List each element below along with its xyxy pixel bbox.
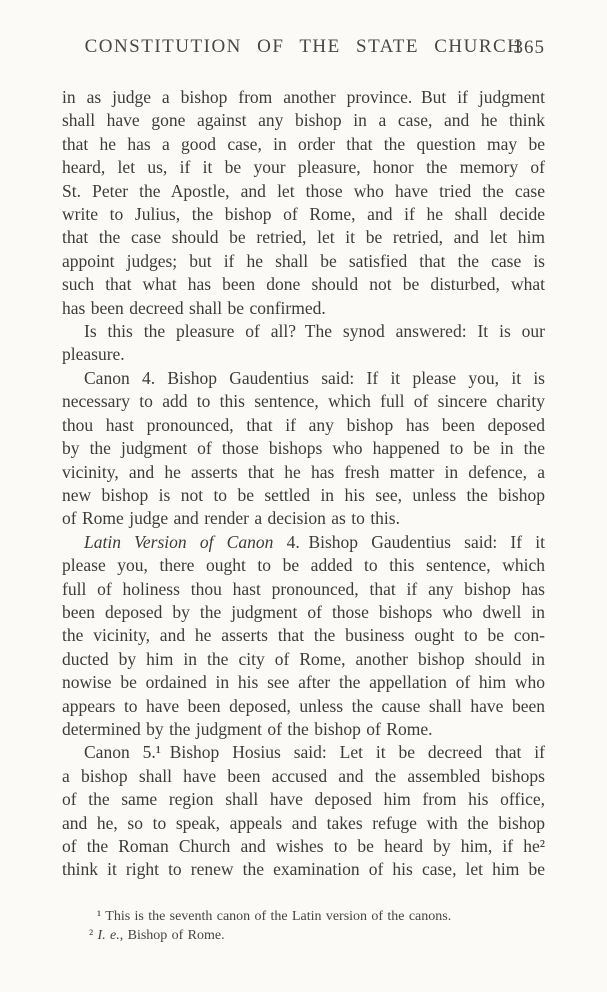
- text-line: the vicinity, and he asserts that the business ought to be con-: [62, 625, 545, 646]
- text-line: think it right to renew the examination of his case, let him be: [62, 859, 545, 880]
- text-line: that he has a good case, in order that the question may be: [62, 133, 545, 154]
- paragraph-4: [62, 531, 545, 742]
- text-line: pleasure.: [62, 344, 125, 365]
- paragraph-1: [62, 86, 545, 320]
- text-line: ducted by him in the city of Rome, another bishop should in: [62, 648, 545, 669]
- text-line: write to Julius, the bishop of Rome, and if he shall decide: [62, 204, 545, 225]
- paragraph-3: [62, 367, 545, 531]
- text-line: thou hast pronounced, that if any bishop has been deposed: [62, 414, 545, 435]
- plain-text: ²: [89, 928, 98, 944]
- text-line: new bishop is not to be settled in his see, unless the bishop: [62, 484, 545, 505]
- text-line: of the Roman Church and wishes to be heard by him, if he²: [62, 836, 545, 856]
- text-line: necessary to add to this sentence, which full of sincere charity: [62, 391, 545, 412]
- text-line: that the case should be retried, let it be retried, and let him: [62, 227, 545, 248]
- page-header: [62, 36, 545, 60]
- text-line: in as judge a bishop from another province. But if judgment: [62, 87, 545, 107]
- text-line: such that what has been done should not be disturbed, what: [62, 274, 545, 295]
- paragraph-2: [62, 320, 545, 367]
- footnote-1: [89, 907, 545, 927]
- text-line: [62, 531, 545, 554]
- text-line: determined by the judgment of the bishop of Rome.: [62, 718, 433, 739]
- text-line: nowise be ordained in his see after the appellation of him who: [62, 672, 545, 693]
- text-line: ¹ This is the seventh canon of the Latin version of the canons.: [97, 908, 452, 924]
- text-line: a bishop shall have been accused and the assembled bishops: [62, 765, 545, 786]
- text-line: and he, so to speak, appeals and takes refuge with the bishop: [62, 812, 545, 833]
- text-line: shall have gone against any bishop in a case, and he think: [62, 110, 545, 131]
- text-line: been deposed by the judgment of those bishops who dwell in: [62, 601, 545, 622]
- page-number: 365: [513, 37, 545, 58]
- text-line: appoint judges; but if he shall be satisfied that the case is: [62, 250, 545, 271]
- plain-text: 4. Bishop Gaudentius said: If it: [273, 531, 545, 552]
- text-line: Canon 5.¹ Bishop Hosius said: Let it be decreed that if: [84, 742, 545, 763]
- text-line: St. Peter the Apostle, and let those who have tried the case: [62, 180, 545, 201]
- text-line: has been decreed shall be confirmed.: [62, 297, 326, 318]
- text-line: vicinity, and he asserts that he has fresh matter in defence, a: [62, 461, 545, 482]
- text-line: by the judgment of those bishops who happened to be in the: [62, 438, 545, 459]
- text-line: appears to have been deposed, unless the cause shall have been: [62, 695, 545, 716]
- text-line: of the same region shall have deposed him from his office,: [62, 789, 545, 810]
- text-line: please you, there ought to be added to this sentence, which: [62, 555, 545, 576]
- footnote-2: [89, 926, 545, 946]
- italic-text: Latin Version of Canon: [84, 531, 274, 552]
- plain-text: , Bishop of Rome.: [119, 928, 225, 944]
- text-line: [89, 926, 545, 946]
- body-text: [62, 86, 545, 882]
- text-line: full of holiness thou hast pronounced, that if any bishop has: [62, 578, 545, 599]
- paragraph-5: [62, 741, 545, 881]
- page-title: CONSTITUTION OF THE STATE CHURCH: [84, 36, 523, 57]
- italic-text: I. e.: [97, 928, 120, 944]
- text-line: Canon 4. Bishop Gaudentius said: If it please you, it is: [84, 367, 545, 388]
- footnotes: [62, 907, 545, 946]
- text-line: of Rome judge and render a decision as to this.: [62, 508, 400, 529]
- text-line: Is this the pleasure of all? The synod answered: It is our: [84, 321, 545, 342]
- text-line: heard, let us, if it be your pleasure, honor the memory of: [62, 157, 545, 178]
